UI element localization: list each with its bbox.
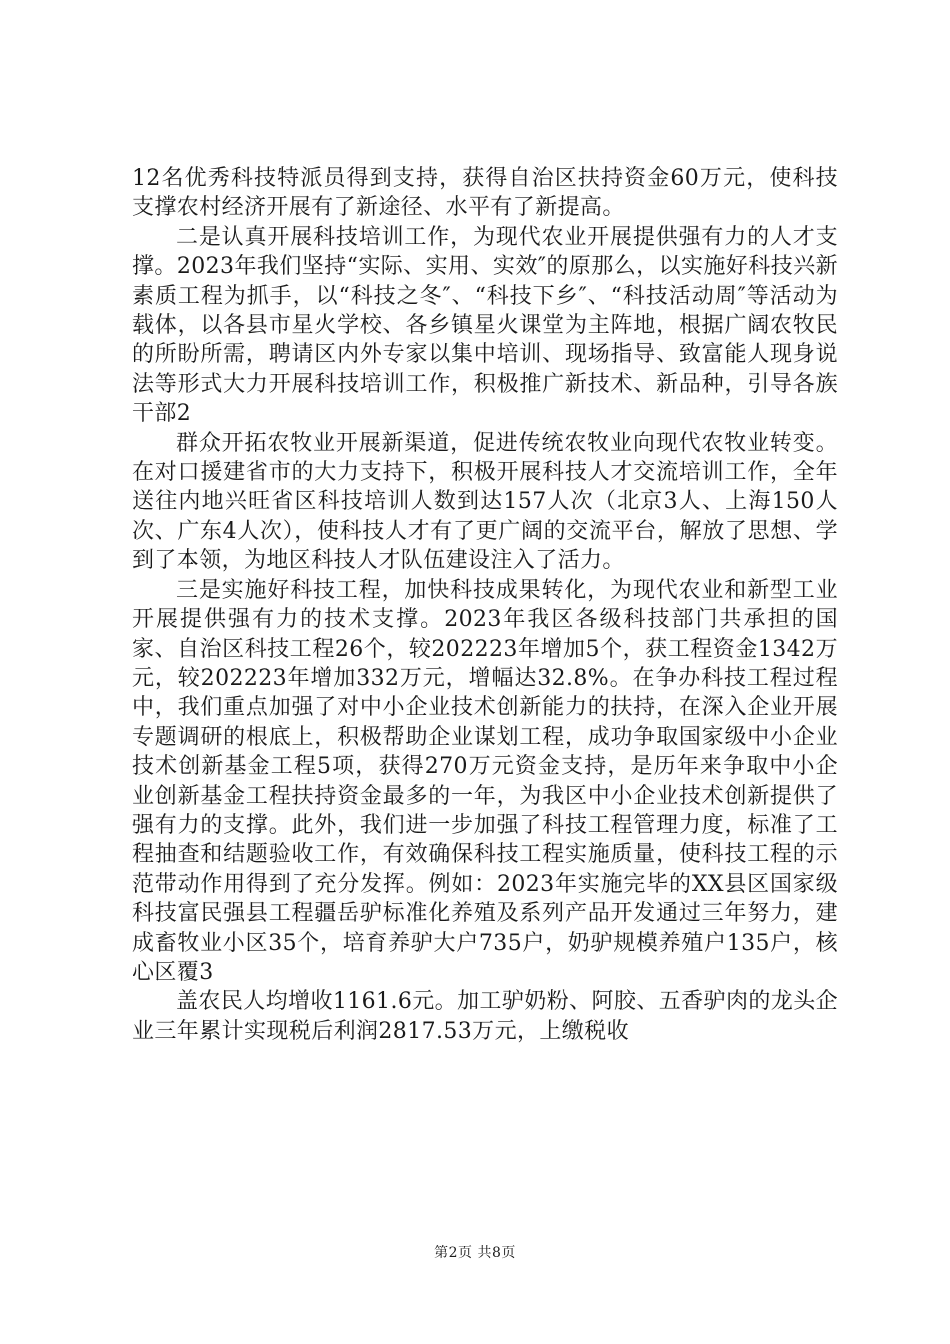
- paragraph-3: 群众开拓农牧业开展新渠道，促进传统农牧业向现代农牧业转变。在对口援建省市的大力支持下，积极开展科技人才交流培训工作，全年送往内地兴旺省区科技培训人数到达157人次（北京3人、上海150人次、广东4人次），使科技人才有了更广阔的交流平台，解放了思想、学到了本领，为地区科技人才队伍建设注入了活力。: [132, 430, 838, 574]
- paragraph-1: 12名优秀科技特派员得到支持，获得自治区扶持资金60万元，使科技支撑农村经济开展有了新途径、水平有了新提高。: [132, 166, 838, 221]
- paragraph-4: 三是实施好科技工程，加快科技成果转化，为现代农业和新型工业开展提供强有力的技术支撑。2023年我区各级科技部门共承担的国家、自治区科技工程26个，较202223年增加5个，获工程资金1342万元，较202223年增加332万元，增幅达32.8%。在争办科技工程过程中，我们重点加强了对中小企业技术创新能力的扶持，在深入企业开展专题调研的根底上，积极帮助企业谋划工程，成功争取国家级中小企业技术创新基金工程5项，获得270万元资金支持，是历年来争取中小企业创新基金工程扶持资金最多的一年，为我区中小企业技术创新提供了强有力的支撑。此外，我们进一步加强了科技工程管理力度，标准了工程抽查和结题验收工作，有效确保科技工程实施质量，使科技工程的示范带动作用得到了充分发挥。例如：2023年实施完毕的XX县区国家级科技富民强县工程疆岳驴标准化养殖及系列产品开发通过三年努力，建成畜牧业小区35个，培育养驴大户735户，奶驴规模养殖户135户，核心区覆3: [132, 577, 838, 985]
- document-body: [132, 164, 838, 1046]
- page-number-label: 第2页 共8页: [434, 1245, 516, 1261]
- paragraph-5: 盖农民人均增收1161.6元。加工驴奶粉、阿胶、五香驴肉的龙头企业三年累计实现税后利润2817.53万元，上缴税收: [132, 989, 838, 1044]
- paragraph-2: 二是认真开展科技培训工作，为现代农业开展提供强有力的人才支撑。2023年我们坚持“实际、实用、实效″的原那么，以实施好科技兴新素质工程为抓手，以“科技之冬″、“科技下乡″、“科技活动周″等活动为载体，以各县市星火学校、各乡镇星火课堂为主阵地，根据广阔农牧民的所盼所需，聘请区内外专家以集中培训、现场指导、致富能人现身说法等形式大力开展科技培训工作，积极推广新技术、新品种，引导各族干部2: [132, 224, 838, 427]
- page-footer: [0, 1242, 950, 1262]
